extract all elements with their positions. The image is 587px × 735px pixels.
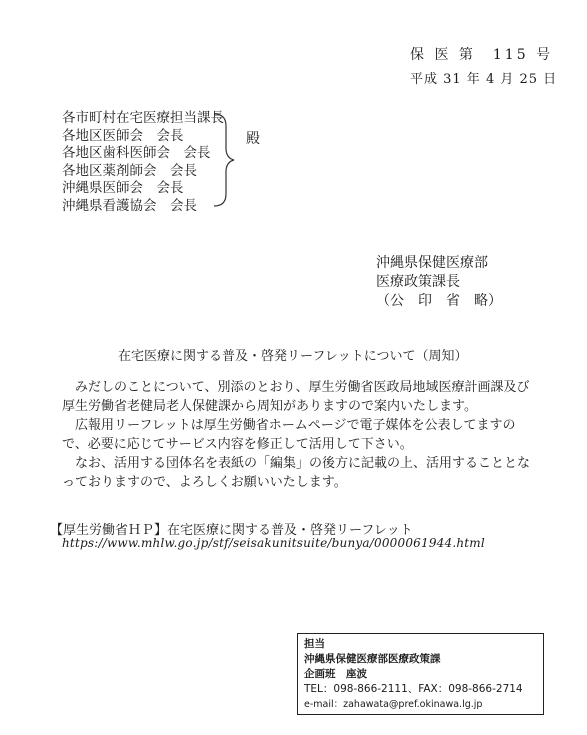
contact-department: 沖縄県保健医療部医療政策課 — [304, 653, 441, 665]
document-number: 保 医 第 115 号 — [410, 47, 554, 63]
reference-url-link[interactable]: https://www.mhlw.go.jp/stf/seisakunitsuite/bunya/0000061944.html — [62, 536, 485, 550]
document-body — [62, 378, 532, 492]
contact-email-link[interactable]: e-mail：zahawata@pref.okinawa.lg.jp — [304, 699, 483, 710]
addressee-item: 各地区歯科医師会 会長 — [62, 145, 211, 161]
contact-box — [297, 633, 544, 715]
addressee-list — [62, 110, 224, 215]
body-paragraph: みだしのことについて、別添のとおり、厚生労働省医政局地域医療計画課及び厚生労働省老健局老人保健課から周知がありますので案内いたします。 — [62, 380, 530, 414]
body-paragraph: なお、活用する団体名を表紙の「編集」の後方に記載の上、活用することとなっておりますので、よろしくお願いいたします。 — [62, 456, 531, 490]
contact-team: 企画班 座波 — [304, 668, 367, 680]
addressee-item: 各地区医師会 会長 — [62, 127, 184, 144]
addressee-item: 各市町村在宅医療担当課長 — [62, 110, 224, 126]
addressee-item: 沖縄県看護協会 会長 — [62, 197, 197, 214]
honorific: 殿 — [246, 131, 260, 147]
body-paragraph: 広報用リーフレットは厚生労働省ホームページで電子媒体を公表してますので、必要に応じてサービス内容を修正して活用して下さい。 — [62, 418, 516, 452]
right-brace-icon — [210, 112, 236, 208]
contact-label: 担当 — [304, 638, 325, 650]
addressee-item: 各地区薬剤師会 会長 — [62, 162, 197, 179]
reference-title: 【厚生労働省ＨＰ】在宅医療に関する普及・啓発リーフレット — [50, 523, 413, 538]
sender-title: 医療政策課長 — [376, 274, 460, 290]
sender-department: 沖縄県保健医療部 — [376, 255, 488, 271]
document-date: 平成 31 年 4 月 25 日 — [410, 72, 558, 87]
sender-block — [376, 254, 502, 311]
document-subject: 在宅医療に関する普及・啓発リーフレットについて（周知） — [118, 349, 468, 364]
addressee-item: 沖縄県医師会 会長 — [62, 180, 184, 196]
contact-phone-fax: TEL：098-866-2111、FAX：098-866-2714 — [304, 683, 523, 695]
seal-omitted-note: （公 印 省 略） — [376, 293, 502, 309]
